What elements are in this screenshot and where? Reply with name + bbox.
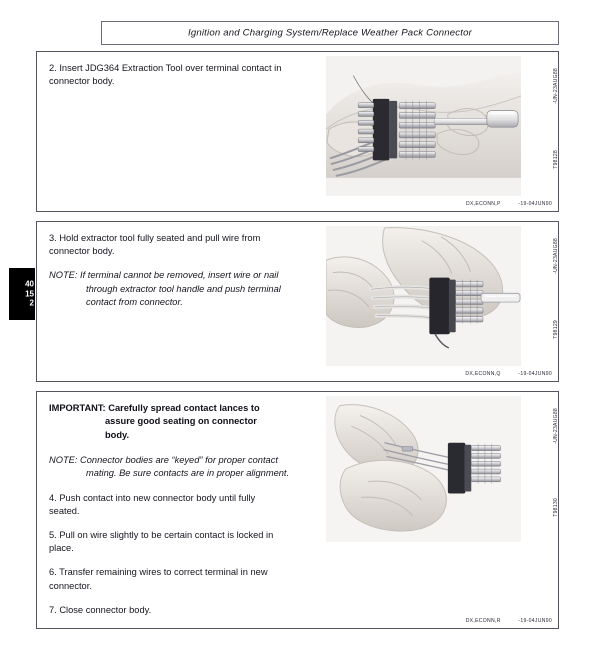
figure-side-labels xyxy=(533,228,559,375)
page-tab-line-2: 15 xyxy=(25,289,34,299)
panel-figure-column xyxy=(324,392,558,628)
page-tab-line-3: 2 xyxy=(29,298,34,308)
figure-caption-code: DX,ECONN,Q xyxy=(465,371,501,377)
page-title: Ignition and Charging System/Replace Weather Pack Connector xyxy=(187,27,472,39)
note-line: If terminal cannot be removed, insert wire or nail xyxy=(80,270,279,281)
note-label: NOTE: xyxy=(49,270,78,281)
insert-contact-photo xyxy=(326,396,521,542)
figure-side-labels xyxy=(533,398,559,622)
panel-text-column xyxy=(37,392,325,628)
figure-caption-code: DX,ECONN,R xyxy=(465,618,501,624)
page-tab-numbers xyxy=(25,280,34,309)
note-line: contact from connector. xyxy=(86,296,183,307)
step-paragraph xyxy=(49,529,313,555)
figure-side-date: -UN-23AUG88 xyxy=(553,68,559,104)
figure-photo-wrapper xyxy=(326,396,521,544)
note-line: mating. Be sure contacts are in proper alignment. xyxy=(86,468,290,479)
figure-side-number: T98130 xyxy=(553,498,559,517)
page-header xyxy=(101,21,559,45)
figure-side-date: -UN-23AUG88 xyxy=(553,238,559,274)
figure-side-number: T98129 xyxy=(553,320,559,339)
panel-figure-column xyxy=(324,52,558,211)
step-line: connector body. xyxy=(49,76,115,87)
procedure-panel xyxy=(36,221,559,382)
figure-side-number: T98128 xyxy=(553,150,559,169)
figure-caption-date: -19-04JUN90 xyxy=(518,371,552,377)
figure-photo-wrapper xyxy=(326,56,521,196)
important-line: Carefully spread contact lances to xyxy=(108,403,260,413)
step-line: 6. Transfer remaining wires to correct terminal in new xyxy=(49,567,268,578)
step-line: 5. Pull on wire slightly to be certain contact is locked in xyxy=(49,530,274,541)
panel-figure-column xyxy=(324,222,558,381)
panel-text-column xyxy=(37,52,325,211)
step-paragraph xyxy=(49,62,313,88)
figure-caption xyxy=(324,201,552,207)
panel-text-column xyxy=(37,222,325,381)
step-line: 4. Push contact into new connector body until fully xyxy=(49,492,256,503)
step-line: connector. xyxy=(49,580,92,591)
note-line: through extractor tool handle and push terminal xyxy=(86,283,281,294)
note-first-line xyxy=(49,269,313,282)
figure-caption xyxy=(324,371,552,377)
important-line: assure good seating on connector xyxy=(105,416,257,427)
figure-caption-code: DX,ECONN,P xyxy=(465,201,501,207)
step-paragraph xyxy=(49,566,313,592)
procedure-panel xyxy=(36,51,559,212)
figure-side-labels xyxy=(533,58,559,205)
pull-wire-photo xyxy=(326,226,521,366)
step-paragraph xyxy=(49,492,313,518)
step-paragraph xyxy=(49,604,313,617)
note-line: Connector bodies are “keyed” for proper contact xyxy=(80,455,278,466)
important-label: IMPORTANT: xyxy=(49,403,106,413)
page-tab-line-1: 40 xyxy=(25,279,34,289)
figure-caption xyxy=(324,618,552,624)
figure-caption-date: -19-04JUN90 xyxy=(518,618,552,624)
important-paragraph xyxy=(49,402,313,442)
note-first-line xyxy=(49,454,313,467)
step-line: 3. Hold extractor tool fully seated and pull wire from xyxy=(49,233,261,243)
note-label: NOTE: xyxy=(49,455,78,466)
important-first-line xyxy=(49,402,313,415)
important-line: body. xyxy=(105,429,130,440)
figure-caption-date: -19-04JUN90 xyxy=(518,201,552,207)
step-line: seated. xyxy=(49,505,80,516)
step-paragraph xyxy=(49,232,313,258)
note-paragraph xyxy=(49,454,313,480)
step-line: 2. Insert JDG364 Extraction Tool over terminal contact in xyxy=(49,63,282,73)
note-paragraph xyxy=(49,269,313,309)
step-line: 7. Close connector body. xyxy=(49,604,152,615)
figure-side-date: -UN-23AUG88 xyxy=(553,408,559,444)
page-tab-marker xyxy=(9,268,35,320)
step-line: place. xyxy=(49,543,74,554)
extraction-tool-photo xyxy=(326,56,521,196)
procedure-panel xyxy=(36,391,559,629)
figure-photo-wrapper xyxy=(326,226,521,361)
step-line: connector body. xyxy=(49,246,115,257)
